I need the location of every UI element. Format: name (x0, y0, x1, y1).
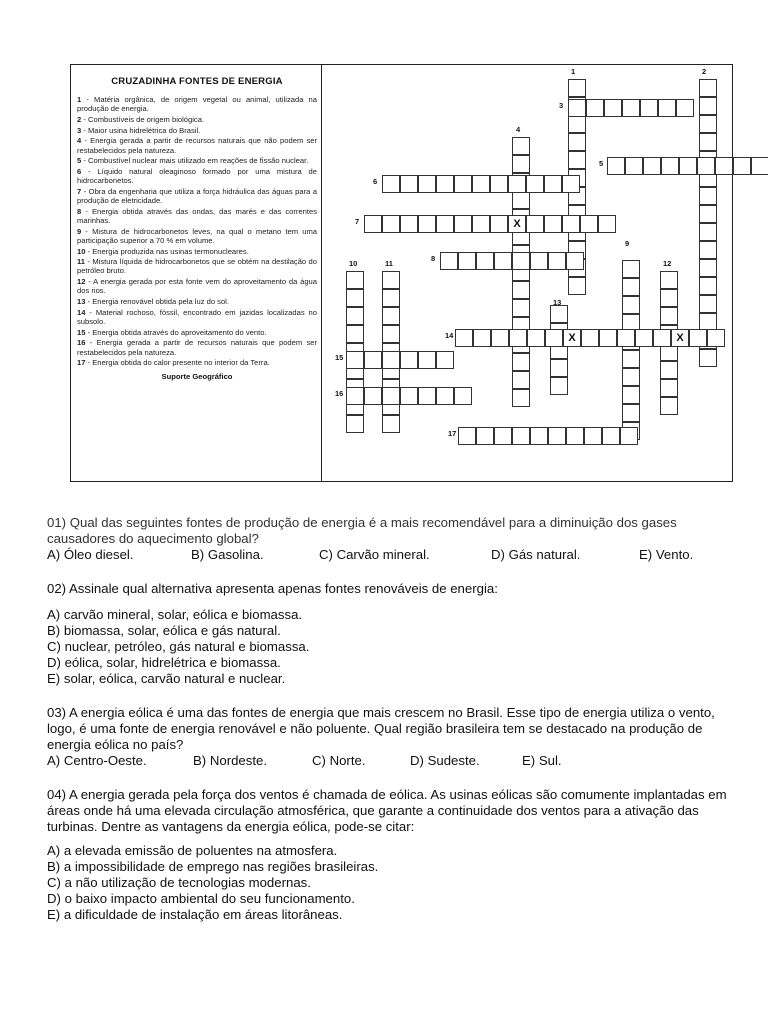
crossword-cell[interactable] (580, 215, 598, 233)
clue-number: 6 (77, 166, 82, 176)
crossword-cell[interactable] (382, 325, 400, 343)
x-mark: X (513, 218, 521, 230)
crossword-cell[interactable] (751, 157, 768, 175)
clue-number-label: 2 (702, 67, 707, 76)
crossword-cell[interactable] (346, 387, 364, 405)
crossword-cell[interactable] (643, 157, 661, 175)
crossword-cell[interactable] (436, 215, 454, 233)
crossword-cell[interactable] (699, 241, 717, 259)
crossword-cell[interactable] (545, 329, 563, 347)
option: C) Norte. (312, 753, 366, 768)
clue-text: Energia obtida através do aproveitamento do vento. (92, 327, 267, 337)
crossword-cell[interactable] (699, 259, 717, 277)
clue-text: Líquido natural oleaginoso formado por uma mistura de hidrocarbonetos. (77, 166, 317, 186)
crossword-cell[interactable] (512, 281, 530, 299)
crossword-cell[interactable] (733, 157, 751, 175)
crossword-cell[interactable] (509, 329, 527, 347)
clue-number-label: 3 (559, 101, 564, 110)
crossword-cell[interactable] (530, 252, 548, 270)
option: D) eólica, solar, hidrelétrica e biomassa. (47, 655, 281, 670)
clue-number-label: 5 (599, 159, 604, 168)
crossword-cell[interactable] (568, 133, 586, 151)
clue-text: Energia obtida do calor presente no interior da Terra. (92, 358, 270, 368)
crossword-cell[interactable] (494, 427, 512, 445)
clue-number: 3 (77, 125, 82, 135)
crossword-cell[interactable] (418, 175, 436, 193)
crossword-cell[interactable] (699, 187, 717, 205)
crossword-cell[interactable] (472, 175, 490, 193)
clue-text: Combustíveis de origem biológica. (87, 114, 205, 124)
clue-item: 9 - Mistura de hidrocarbonetos leves, na qual o metano tem uma participação superior a 70 % em volume. (77, 226, 317, 245)
x-mark: X (676, 332, 684, 344)
clue-number-label: 8 (431, 254, 436, 263)
crossword-cell[interactable] (622, 404, 640, 422)
clue-text: Material rochoso, fóssil, encontrado em jazidas localizadas no subsolo. (77, 307, 318, 326)
clue-item: 17 - Energia obtida do calor presente no interior da Terra. (77, 358, 270, 368)
option: A) Óleo diesel. (47, 547, 134, 562)
crossword-puzzle (70, 64, 733, 482)
crossword-cell[interactable] (679, 157, 697, 175)
clue-number: 13 (77, 297, 86, 307)
clue-item: 7 - Obra da engenharia que utiliza a força hidráulica das águas para a produção de eletricidade. (77, 186, 318, 206)
crossword-cell[interactable] (620, 427, 638, 445)
clue-item: 2 - Combustíveis de origem biológica. (77, 114, 205, 124)
crossword-cell[interactable] (715, 157, 733, 175)
crossword-cell[interactable] (660, 271, 678, 289)
clue-item: 5 - Combustível nuclear mais utilizado em reações de fissão nuclear. (77, 156, 309, 166)
crossword-cell[interactable] (622, 386, 640, 404)
crossword-cell[interactable] (512, 371, 530, 389)
question-4-text: 04) A energia gerada pela força dos ventos é chamada de eólica. As usinas eólicas são comumente implantadas em áreas onde há uma elevada circulação atmosférica, que garante a continuidade dos ventos para a ativação das turbinas. Dentre as vantagens da energia eólica, pode-se citar: (47, 787, 727, 834)
crossword-cell[interactable] (660, 361, 678, 379)
clue-item: 8 - Energia obtida através das ondas, das marés e das correntes marinhas. (77, 206, 317, 225)
clue-item: 15 - Energia obtida através do aproveitamento do vento. (77, 327, 267, 337)
option: E) Sul. (522, 753, 562, 768)
crossword-cell[interactable] (602, 427, 620, 445)
crossword-cell[interactable] (346, 415, 364, 433)
option: D) Sudeste. (410, 753, 480, 768)
option: C) nuclear, petróleo, gás natural e biomassa. (47, 639, 310, 654)
question-4 (47, 787, 727, 923)
crossword-cell[interactable] (382, 351, 400, 369)
option: B) a impossibilidade de emprego nas regiões brasileiras. (47, 859, 379, 874)
crossword-cell[interactable] (599, 329, 617, 347)
crossword-cell[interactable] (699, 295, 717, 313)
clue-number-label: 13 (553, 298, 562, 307)
clue-text: Energia produzida nas usinas termonucleares. (92, 246, 249, 256)
clue-text: Mistura de hidrocarbonetos leves, na qual o metano tem uma participação superior a 70 % em volume. (77, 226, 317, 245)
clue-text: Energia gerada a partir de recursos naturais que podem ser restabelecidos pela natureza. (77, 338, 317, 357)
clue-item: 10 - Energia produzida nas usinas termonucleares. (77, 246, 249, 256)
crossword-cell[interactable] (476, 427, 494, 445)
crossword-cell[interactable] (697, 157, 715, 175)
crossword-cell[interactable] (400, 351, 418, 369)
crossword-cell[interactable] (699, 205, 717, 223)
crossword-cell[interactable] (676, 99, 694, 117)
option: B) Nordeste. (193, 753, 268, 768)
question-3 (47, 705, 727, 769)
clue-number: 14 (77, 307, 86, 317)
crossword-cell[interactable] (436, 175, 454, 193)
crossword-cell[interactable] (440, 252, 458, 270)
crossword-cell[interactable] (455, 329, 473, 347)
crossword-cell[interactable] (622, 99, 640, 117)
crossword-cell[interactable] (622, 296, 640, 314)
crossword-cell[interactable] (527, 329, 545, 347)
crossword-cell[interactable] (476, 252, 494, 270)
clue-text: Combustível nuclear mais utilizado em reações de fissão nuclear. (87, 156, 309, 166)
crossword-cell[interactable] (617, 329, 635, 347)
crossword-cell[interactable] (490, 215, 508, 233)
crossword-cell[interactable] (512, 252, 530, 270)
crossword-cell[interactable] (562, 175, 580, 193)
clue-item: 6 - Líquido natural oleaginoso formado por uma mistura de hidrocarbonetos. (77, 166, 317, 186)
clue-item: 13 - Energia renovável obtida pela luz do sol. (77, 297, 229, 307)
crossword-cell[interactable] (346, 351, 364, 369)
clue-text: Mistura líquida de hidrocarbonetos que se obtém na destilação do petróleo bruto. (77, 257, 318, 276)
option: D) o baixo impacto ambiental do seu funcionamento. (47, 891, 355, 906)
crossword-cell[interactable] (418, 351, 436, 369)
crossword-cell[interactable] (671, 329, 689, 347)
crossword-cell[interactable] (562, 215, 580, 233)
crossword-cell[interactable] (550, 359, 568, 377)
question-1-number: 01) (47, 515, 67, 530)
crossword-cell[interactable] (472, 215, 490, 233)
crossword-cell[interactable] (382, 271, 400, 289)
crossword-cell[interactable] (699, 79, 717, 97)
crossword-cell[interactable] (382, 307, 400, 325)
question-1-options (47, 547, 727, 563)
x-mark: X (568, 332, 576, 344)
crossword-cell[interactable] (530, 427, 548, 445)
option: D) Gás natural. (491, 547, 581, 562)
crossword-cell[interactable] (563, 329, 581, 347)
clue-item: 12 - A energia gerada por esta fonte vem do aproveitamento da água dos rios. (77, 277, 317, 296)
clue-text: Obra da engenharia que utiliza a força hidráulica das águas para a produção de eletricidade. (77, 186, 318, 206)
clue-number: 5 (77, 156, 82, 166)
clue-number-label: 9 (625, 239, 630, 248)
question-4-options (47, 843, 727, 923)
clue-number-label: 17 (448, 429, 457, 438)
question-3-text: 03) A energia eólica é uma das fontes de energia que mais crescem no Brasil. Esse tipo de energia utiliza o vento, logo, é uma fonte de energia renovável e não poluente. Qual região brasileira tem se destacado na produção de energia eólica no país? (47, 705, 715, 752)
question-1 (47, 515, 727, 563)
clue-number-label: 12 (663, 259, 672, 268)
clue-number-label: 14 (445, 331, 454, 340)
option: C) a não utilização de tecnologias modernas. (47, 875, 311, 890)
clue-number: 12 (77, 277, 86, 287)
crossword-cell[interactable] (699, 277, 717, 295)
clue-number-label: 15 (335, 353, 344, 362)
clue-text: Energia obtida através das ondas, das marés e das correntes marinhas. (77, 206, 317, 225)
crossword-cell[interactable] (400, 387, 418, 405)
clue-number: 17 (77, 358, 86, 368)
clue-text: Energia renovável obtida pela luz do sol. (92, 297, 229, 307)
crossword-cell[interactable] (586, 99, 604, 117)
clue-item: 4 - Energia gerada a partir de recursos naturais que não podem ser restabelecidos pela natureza. (77, 136, 317, 155)
crossword-cell[interactable] (418, 215, 436, 233)
crossword-cell[interactable] (699, 133, 717, 151)
clue-item: 1 - Matéria orgânica, de origem vegetal ou animal, utilizada na produção de energia. (77, 95, 317, 114)
question-2-options (47, 607, 727, 687)
crossword-cell[interactable] (622, 260, 640, 278)
clue-number: 1 (77, 95, 82, 104)
crossword-cell[interactable] (400, 175, 418, 193)
crossword-cell[interactable] (568, 115, 586, 133)
option: B) biomassa, solar, eólica e gás natural. (47, 623, 281, 638)
clue-text: Matéria orgânica, de origem vegetal ou animal, utilizada na produção de energia. (77, 95, 317, 114)
crossword-cell[interactable] (625, 157, 643, 175)
crossword-cell[interactable] (622, 350, 640, 368)
question-1-text: Qual das seguintes fontes de produção de energia é a mais recomendável para a diminuição dos gases causadores do aquecimento global? (47, 515, 677, 546)
clue-text: Maior usina hidrelétrica do Brasil. (87, 125, 201, 135)
crossword-cell[interactable] (581, 329, 599, 347)
crossword-cell[interactable] (490, 175, 508, 193)
crossword-cell[interactable] (512, 137, 530, 155)
clue-number-label: 1 (571, 67, 576, 76)
crossword-cell[interactable] (568, 99, 586, 117)
crossword-cell[interactable] (699, 349, 717, 367)
crossword-cell[interactable] (544, 175, 562, 193)
clue-number: 15 (77, 327, 86, 337)
crossword-cell[interactable] (382, 289, 400, 307)
crossword-cell[interactable] (436, 351, 454, 369)
clue-number: 4 (77, 136, 82, 146)
crossword-cell[interactable] (382, 215, 400, 233)
crossword-cell[interactable] (661, 157, 679, 175)
crossword-cell[interactable] (400, 215, 418, 233)
clue-number: 7 (77, 186, 82, 196)
crossword-title: CRUZADINHA FONTES DE ENERGIA (111, 76, 283, 87)
questions-section (47, 515, 727, 933)
crossword-cell[interactable] (635, 329, 653, 347)
crossword-cell[interactable] (382, 175, 400, 193)
clue-item: 14 - Material rochoso, fóssil, encontrado em jazidas localizadas no subsolo. (77, 307, 318, 326)
clue-number: 8 (77, 206, 82, 216)
option: A) Centro-Oeste. (47, 753, 147, 768)
crossword-cell[interactable] (458, 252, 476, 270)
crossword-cell[interactable] (699, 115, 717, 133)
clue-number-label: 11 (385, 259, 393, 268)
crossword-cell[interactable] (658, 99, 676, 117)
crossword-cell[interactable] (364, 351, 382, 369)
crossword-cell[interactable] (584, 427, 602, 445)
crossword-grid (71, 65, 732, 481)
crossword-cell[interactable] (512, 191, 530, 209)
crossword-cell[interactable] (622, 368, 640, 386)
crossword-cell[interactable] (508, 175, 526, 193)
option: A) a elevada emissão de poluentes na atmosfera. (47, 843, 338, 858)
crossword-cell[interactable] (566, 252, 584, 270)
clue-number: 2 (77, 114, 82, 124)
crossword-cell[interactable] (436, 387, 454, 405)
option: E) Vento. (639, 547, 694, 562)
crossword-cell[interactable] (346, 271, 364, 289)
option: B) Gasolina. (191, 547, 264, 562)
question-2 (47, 581, 727, 687)
crossword-cell[interactable] (689, 329, 707, 347)
option: E) a dificuldade de instalação em áreas litorâneas. (47, 907, 343, 922)
crossword-cell[interactable] (494, 252, 512, 270)
crossword-cell[interactable] (454, 387, 472, 405)
clue-number-label: 7 (355, 217, 360, 226)
crossword-cell[interactable] (454, 215, 472, 233)
crossword-cell[interactable] (544, 215, 562, 233)
clue-number-label: 6 (373, 177, 378, 186)
clue-number-label: 4 (516, 125, 521, 134)
option: C) Carvão mineral. (319, 547, 430, 562)
clue-text: A energia gerada por esta fonte vem do aproveitamento da água dos rios. (77, 277, 317, 296)
clue-text: Energia gerada a partir de recursos naturais que não podem ser restabelecidos pela natureza. (77, 136, 317, 155)
crossword-cell[interactable] (364, 387, 382, 405)
crossword-cell[interactable] (660, 379, 678, 397)
crossword-cell[interactable] (550, 377, 568, 395)
crossword-cell[interactable] (473, 329, 491, 347)
crossword-cell[interactable] (512, 427, 530, 445)
crossword-cell[interactable] (660, 397, 678, 415)
clue-number: 16 (77, 338, 86, 348)
option: A) carvão mineral, solar, eólica e biomassa. (47, 607, 303, 622)
crossword-cell[interactable] (382, 387, 400, 405)
crossword-cell[interactable] (699, 97, 717, 115)
crossword-cell[interactable] (512, 155, 530, 173)
crossword-cell[interactable] (526, 215, 544, 233)
crossword-cell[interactable] (607, 157, 625, 175)
crossword-cell[interactable] (660, 289, 678, 307)
clue-number-label: 16 (335, 389, 344, 398)
clue-item: 3 - Maior usina hidrelétrica do Brasil. (77, 125, 201, 135)
crossword-cell[interactable] (346, 307, 364, 325)
crossword-cell[interactable] (660, 307, 678, 325)
crossword-cell[interactable] (622, 278, 640, 296)
crossword-cell[interactable] (512, 389, 530, 407)
crossword-cell[interactable] (568, 277, 586, 295)
option: E) solar, eólica, carvão natural e nuclear. (47, 671, 286, 686)
crossword-cell[interactable] (512, 299, 530, 317)
crossword-cell[interactable] (598, 215, 616, 233)
crossword-cell[interactable] (548, 252, 566, 270)
crossword-cell[interactable] (604, 99, 622, 117)
crossword-cell[interactable] (568, 79, 586, 97)
crossword-cell[interactable] (491, 329, 509, 347)
crossword-cell[interactable] (550, 305, 568, 323)
crossword-cell[interactable] (566, 427, 584, 445)
crossword-cell[interactable] (512, 353, 530, 371)
crossword-cell[interactable] (548, 427, 566, 445)
crossword-cell[interactable] (382, 415, 400, 433)
clue-item: 16 - Energia gerada a partir de recursos naturais que podem ser restabelecidos pela natureza. (77, 338, 317, 357)
crossword-cell[interactable] (454, 175, 472, 193)
question-3-options (47, 753, 727, 769)
crossword-cell[interactable] (526, 175, 544, 193)
crossword-cell[interactable] (508, 215, 526, 233)
crossword-cell[interactable] (707, 329, 725, 347)
crossword-cell[interactable] (640, 99, 658, 117)
clue-number-label: 10 (349, 259, 358, 268)
clue-number: 10 (77, 246, 86, 256)
clue-number: 9 (77, 226, 82, 236)
crossword-cell[interactable] (418, 387, 436, 405)
crossword-cell[interactable] (653, 329, 671, 347)
crossword-cell[interactable] (699, 223, 717, 241)
question-2-text: 02) Assinale qual alternativa apresenta apenas fontes renováveis de energia: (47, 581, 498, 596)
clues-footer: Suporte Geográfico (161, 372, 233, 382)
crossword-cell[interactable] (346, 325, 364, 343)
crossword-cell[interactable] (346, 289, 364, 307)
crossword-cell[interactable] (364, 215, 382, 233)
clue-number: 11 (77, 257, 86, 267)
crossword-cell[interactable] (458, 427, 476, 445)
crossword-cell[interactable] (568, 151, 586, 169)
clue-item: 11 - Mistura líquida de hidrocarbonetos que se obtém na destilação do petróleo bruto. (77, 257, 318, 276)
